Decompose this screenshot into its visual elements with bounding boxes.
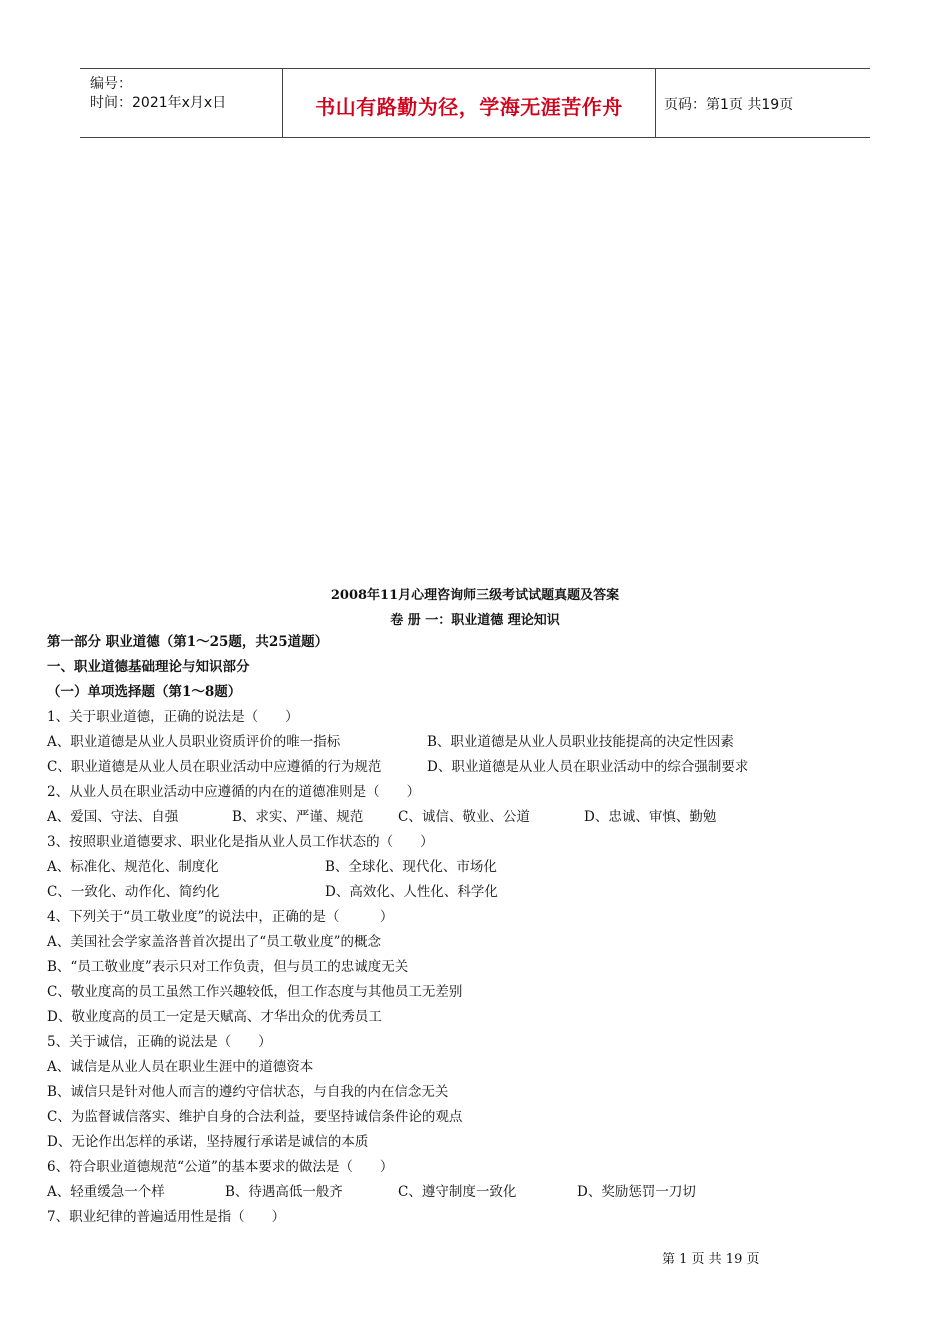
motto: 书山有路勤为径，学海无涯苦作舟 [315, 95, 623, 119]
q1-option-a: A、职业道德是从业人员职业资质评价的唯一指标 [47, 734, 341, 750]
q3-option-b: B、全球化、现代化、市场化 [325, 859, 497, 875]
doc-subtitle: 卷 册 一：职业道德 理论知识 [390, 613, 560, 628]
subsection-heading: （一）单项选择题（第1～8题） [47, 684, 242, 700]
question-3: 3、按照职业道德要求、职业化是指从业人员工作状态的（ ） [47, 834, 434, 850]
part-heading: 第一部分 职业道德（第1～25题，共25道题） [47, 634, 329, 650]
question-5: 5、关于诚信，正确的说法是（ ） [47, 1034, 272, 1050]
q3-option-d: D、高效化、人性化、科学化 [325, 884, 498, 900]
q1-option-d: D、职业道德是从业人员在职业活动中的综合强制要求 [427, 759, 749, 775]
q5-option-b: B、诚信只是针对他人而言的遵约守信状态，与自我的内在信念无关 [47, 1084, 449, 1100]
header-info-cell [80, 69, 282, 137]
q2-option-a: A、爱国、守法、自强 [47, 809, 179, 825]
q6-option-c: C、遵守制度一致化 [398, 1184, 517, 1200]
question-6: 6、符合职业道德规范“公道”的基本要求的做法是（ ） [47, 1159, 394, 1175]
q4-option-a: A、美国社会学家盖洛普首次提出了“员工敬业度”的概念 [47, 934, 382, 950]
header-page-info: 页码：第1页 共19页 [664, 97, 794, 113]
q1-option-b: B、职业道德是从业人员职业技能提高的决定性因素 [427, 734, 734, 750]
q6-option-d: D、奖励惩罚一刀切 [577, 1184, 696, 1200]
q2-option-c: C、诚信、敬业、公道 [398, 809, 530, 825]
q2-option-b: B、求实、严谨、规范 [232, 809, 364, 825]
q5-option-a: A、诚信是从业人员在职业生涯中的道德资本 [47, 1059, 314, 1075]
q6-option-b: B、待遇高低一般齐 [225, 1184, 343, 1200]
header-motto-cell [282, 69, 656, 137]
q4-option-b: B、“员工敬业度”表示只对工作负责，但与员工的忠诚度无关 [47, 959, 409, 975]
q2-option-d: D、忠诚、审慎、勤勉 [584, 809, 717, 825]
q1-option-c: C、职业道德是从业人员在职业活动中应遵循的行为规范 [47, 759, 382, 775]
q5-option-c: C、为监督诚信落实、维护自身的合法利益，要坚持诚信条件论的观点 [47, 1109, 463, 1125]
q4-option-d: D、敬业度高的员工一定是天赋高、才华出众的优秀员工 [47, 1009, 382, 1025]
q3-option-c: C、一致化、动作化、简约化 [47, 884, 220, 900]
header-page-cell [656, 69, 870, 137]
doc-title: 2008年11月心理咨询师三级考试试题真题及答案 [330, 588, 620, 603]
page-header [80, 68, 870, 138]
q5-option-d: D、无论作出怎样的承诺，坚持履行承诺是诚信的本质 [47, 1134, 369, 1150]
q6-option-a: A、轻重缓急一个样 [47, 1184, 165, 1200]
question-7: 7、职业纪律的普遍适用性是指（ ） [47, 1209, 286, 1225]
section-heading: 一、职业道德基础理论与知识部分 [47, 659, 250, 675]
q4-option-c: C、敬业度高的员工虽然工作兴趣较低，但工作态度与其他员工无差别 [47, 984, 463, 1000]
question-2: 2、从业人员在职业活动中应遵循的内在的道德准则是（ ） [47, 784, 421, 800]
page-footer: 第 1 页 共 19 页 [662, 1252, 760, 1267]
q3-option-a: A、标准化、规范化、制度化 [47, 859, 219, 875]
time-label: 时间：2021年x月x日 [90, 95, 227, 111]
question-4: 4、下列关于“员工敬业度”的说法中，正确的是（ ） [47, 909, 394, 925]
question-1: 1、关于职业道德，正确的说法是（ ） [47, 709, 299, 725]
number-label: 编号： [90, 76, 132, 92]
